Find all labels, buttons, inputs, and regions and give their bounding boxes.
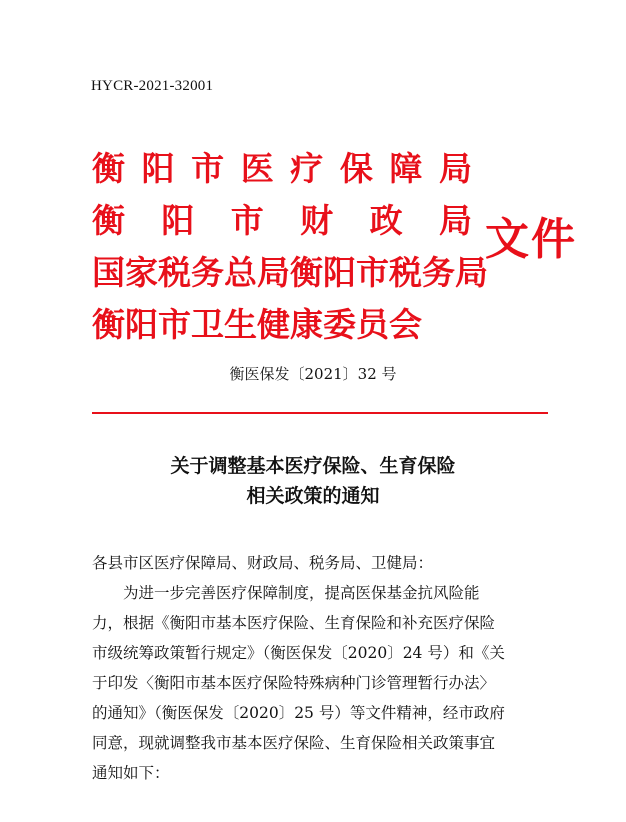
issuer-finance-bureau: 衡 阳 市 财 政 局 <box>92 201 472 240</box>
body-line: 通知如下： <box>92 764 170 782</box>
body-line: 为进一步完善医疗保障制度，提高医保基金抗风险能 <box>123 584 480 602</box>
title-line-2: 相关政策的通知 <box>246 485 380 507</box>
issuer-health-commission: 衡阳市卫生健康委员会 <box>92 305 422 344</box>
body-line: 同意，现就调整我市基本医疗保险、生育保险相关政策事宜 <box>92 734 496 752</box>
red-divider <box>92 412 548 414</box>
document-body <box>92 548 532 788</box>
document-id: HYCR-2021-32001 <box>91 78 214 94</box>
title-line-1: 关于调整基本医疗保险、生育保险 <box>170 455 456 477</box>
body-line: 的通知》（衡医保发〔2020〕25 号）等文件精神，经市政府 <box>92 704 505 722</box>
document-title <box>0 451 626 511</box>
wenjian-label: 文件 <box>485 214 577 265</box>
addressee: 各县市区医疗保障局、财政局、税务局、卫健局： <box>92 554 434 572</box>
issuer-healthcare-security-bureau: 衡 阳 市 医 疗 保 障 局 <box>92 149 472 188</box>
issuer-block <box>92 143 488 351</box>
document-number: 衡医保发〔2021〕32 号 <box>229 365 397 383</box>
issuer-tax-bureau: 国家税务总局衡阳市税务局 <box>92 253 488 292</box>
body-line: 于印发〈衡阳市基本医疗保险特殊病种门诊管理暂行办法〉 <box>92 674 496 692</box>
body-line: 市级统筹政策暂行规定》（衡医保发〔2020〕24 号）和《关 <box>92 644 505 662</box>
body-line: 力，根据《衡阳市基本医疗保险、生育保险和补充医疗保险 <box>92 614 496 632</box>
